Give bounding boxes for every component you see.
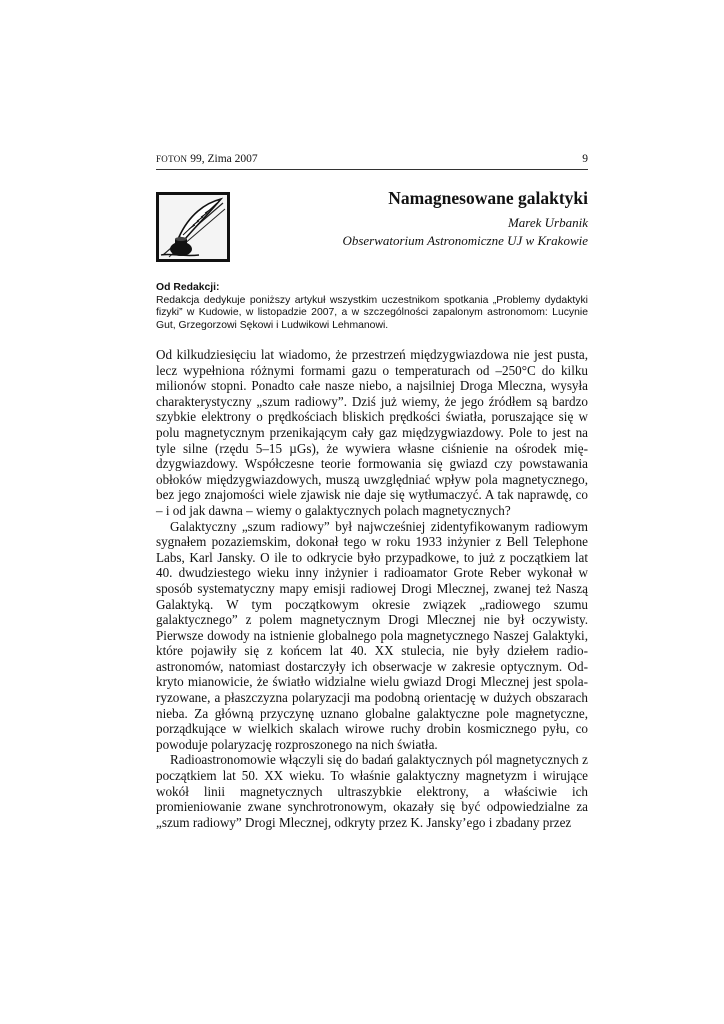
author-affiliation: Obserwatorium Astronomiczne UJ w Krakowie	[342, 233, 588, 248]
page	[156, 0, 588, 1024]
quill-and-inkwell-logo	[156, 192, 230, 262]
article-author: Marek Urbanik	[507, 215, 588, 230]
editorial-note	[156, 282, 588, 332]
editorial-heading: Od Redakcji:	[156, 282, 220, 293]
running-header	[156, 152, 588, 170]
body-paragraph-2: Galaktyczny „szum radiowy” był najwcześniej zidentyfikowanym radiowym sygnałem pozaziemskim, dokonał tego w roku 1933 inżynier z Bell Telephone Labs, Karl Jansky. O ile to odkrycie było przypadkowe, to już z początkiem lat 40. dwudziestego wieku inny inżynier i radioamator Grote Reber wykonał w sposób systematyczny mapy emisji radiowej Drogi Mlecznej, zwanej też Naszą Galaktyką. W tym początkowym okresie związek „radiowego szumu galaktycznego” z polem magnetycznym Drogi Mlecznej nie był oczywisty. Pierwsze dowody na istnienie globalnego pola magnetycznego Naszej Galaktyki, które pojawiły się z końcem lat 40. XX stulecia, nie były dziełem radioastronomów, natomiast dostarczyły ich obserwacje w zakresie optycznym. Odkryto mianowicie, że światło widzialne wielu gwiazd Drogi Mlecznej jest spolaryzowane, a płaszczyzna polaryzacji ma podobną orientację w dużych obszarach nieba. Za główną przyczynę uznano globalne galaktyczne pole magnetyczne, porządkujące w wielkich skalach wirowe ruchy drobin kosmicznego pyłu, co powoduje polaryzację rozproszonego na nich światła.	[156, 518, 588, 752]
page-number: 9	[582, 153, 588, 165]
article-body	[156, 347, 588, 830]
journal-name: FOTON	[156, 154, 188, 164]
title-block	[288, 186, 588, 250]
issue-label: 99, Zima 2007	[190, 153, 258, 165]
body-paragraph-1: Od kilkudziesięciu lat wiadomo, że przestrzeń międzygwiazdowa nie jest pusta, lecz wypełniona różnymi formami gazu o temperaturach od –250°C do kilku milionów stopni. Ponadto całe nasze niebo, a najsilniej Droga Mleczna, wysyła charakterystyczny „szum radiowy”. Dziś już wiemy, że jego źródłem są bardzo szybkie elektrony o prędkościach bliskich prędkości światła, poruszające się w polu magnetycznym przenikającym cały gaz międzygwiazdowy. Pole to jest na tyle silne (rzędu 5–15 µGs), że wywiera własne ciśnienie na ośrodek międzygwiazdowy. Współczesne teorie formowania się gwiazd czy powstawania obłoków międzygwiazdowych, muszą uwzględniać wpływ pola magnetycznego, bez jego znajomości wiele zjawisk nie daje się wytłumaczyć. A tak naprawdę, co – i od jak dawna – wiemy o galaktycznych polach magnetycznych?	[156, 347, 588, 518]
editorial-text: Redakcja dedykuje poniższy artykuł wszystkim uczestnikom spotkania „Problemy dydaktyki fizyki” w Kudowie, w listopadzie 2007, a w szczególności zapalonym astronomom: Lucynie Gut, Grzegorzowi Sękowi i Ludwikowi Lehmanowi.	[156, 294, 588, 331]
quill-icon	[159, 195, 227, 259]
body-paragraph-3: Radioastronomowie włączyli się do badań galaktycznych pól magnetycznych z początkiem lat 50. XX wieku. To właśnie galaktyczny magnetyzm i wirujące wokół linii magnetycznych ultraszybkie elektrony, a właściwie ich promieniowanie zwane synchrotronowym, okazały się być odpowiedzialne za „szum radiowy” Drogi Mlecznej, odkryty przez K. Jansky’ego i zbadany przez	[156, 752, 588, 830]
header-left	[156, 152, 258, 166]
article-title: Namagnesowane galaktyki	[388, 188, 588, 208]
